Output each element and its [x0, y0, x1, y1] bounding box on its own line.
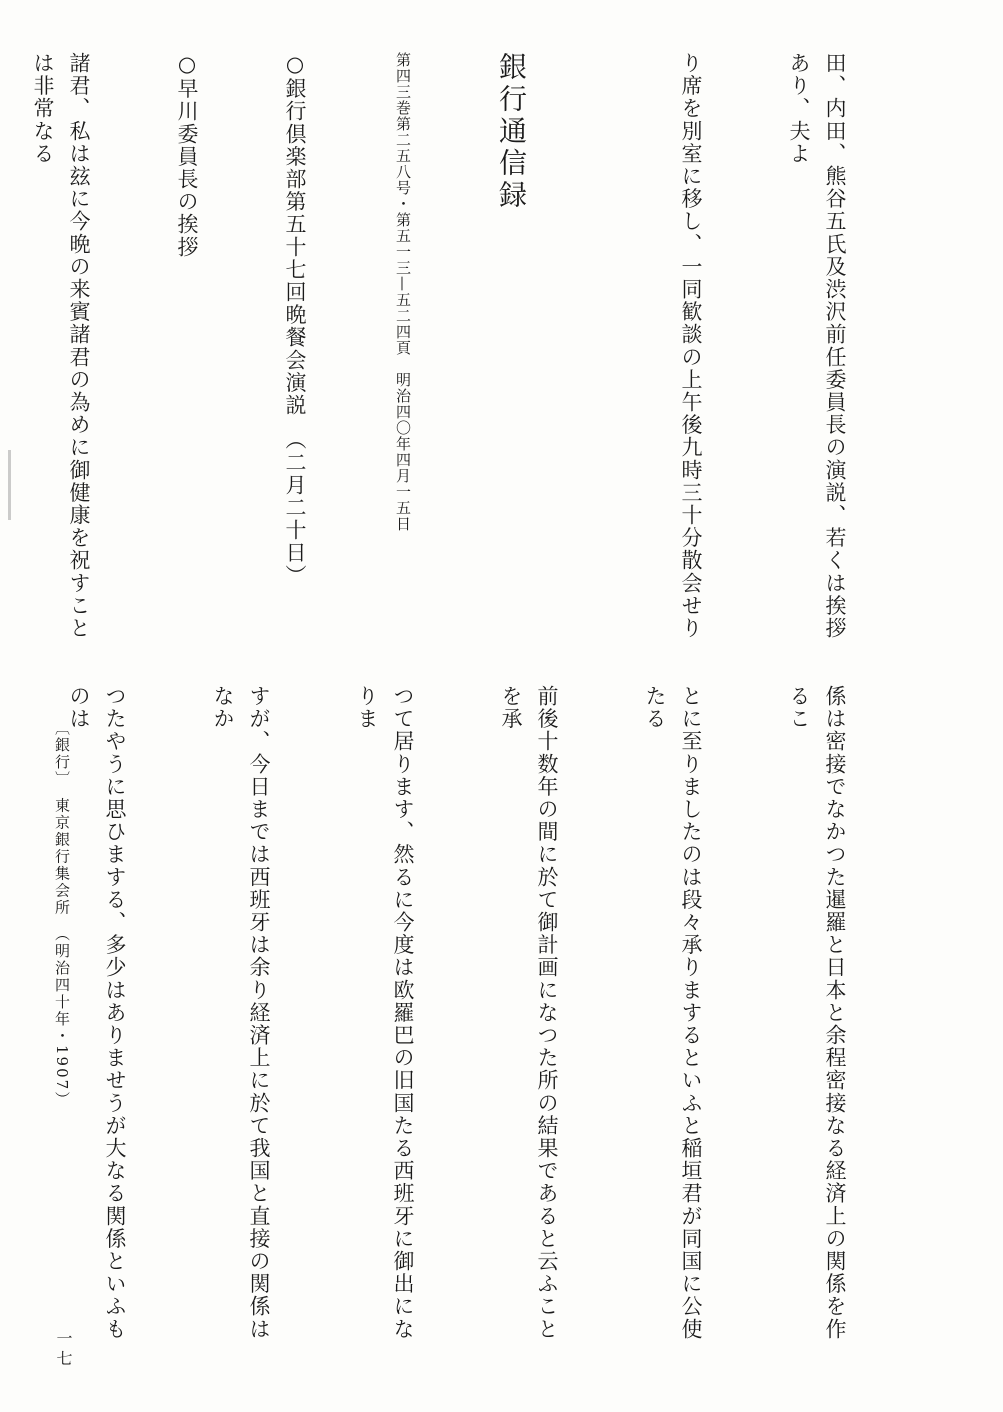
text-line: つて居ります、然るに今度は欧羅巴の旧国たる西班牙に御出になりま — [355, 685, 415, 1341]
text-line: 前後十数年の間に於て御計画になつた所の結果であると云ふことを承 — [499, 685, 559, 1341]
text-line: 田、内田、熊谷五氏及渋沢前任委員長の演説、若くは挨拶あり、夫よ — [787, 52, 847, 640]
text-line: 係は密接でなかつた暹羅と日本と余程密接なる経済上の関係を作るこ — [787, 685, 847, 1341]
text-line: り席を別室に移し、一同歓談の上午後九時三十分散会せり — [679, 52, 703, 640]
article-title: ○銀行倶楽部第五十七回晩餐会演説 （二月二十日） — [283, 52, 307, 587]
citation-meta: 第四三巻第二五八号・第五一三—五二四頁 明治四〇年四月一五日 — [394, 52, 412, 532]
top-text-block — [25, 52, 925, 662]
bottom-text-block — [67, 685, 925, 1345]
text-line: 諸君、私は玆に今晩の来賓諸君の為めに御健康を祝すことは非常なる — [31, 52, 91, 640]
text-line: とに至りましたのは段々承りまするといふと稲垣君が同国に公使たる — [643, 685, 703, 1341]
speech-title: ○早川委員長の挨拶 — [175, 52, 199, 259]
page-footer: 〔銀行〕 東京銀行集会所 （明治四十年・1907） — [53, 720, 71, 1109]
text-line: すが、今日までは西班牙は余り経済上に於て我国と直接の関係はなか — [211, 685, 271, 1341]
section-heading: 銀行通信録 — [495, 52, 528, 212]
text-line: つたやうに思ひまする、多少はありませうが大なる関係といふものは — [67, 685, 127, 1341]
page-number: 一七 — [54, 1330, 73, 1370]
